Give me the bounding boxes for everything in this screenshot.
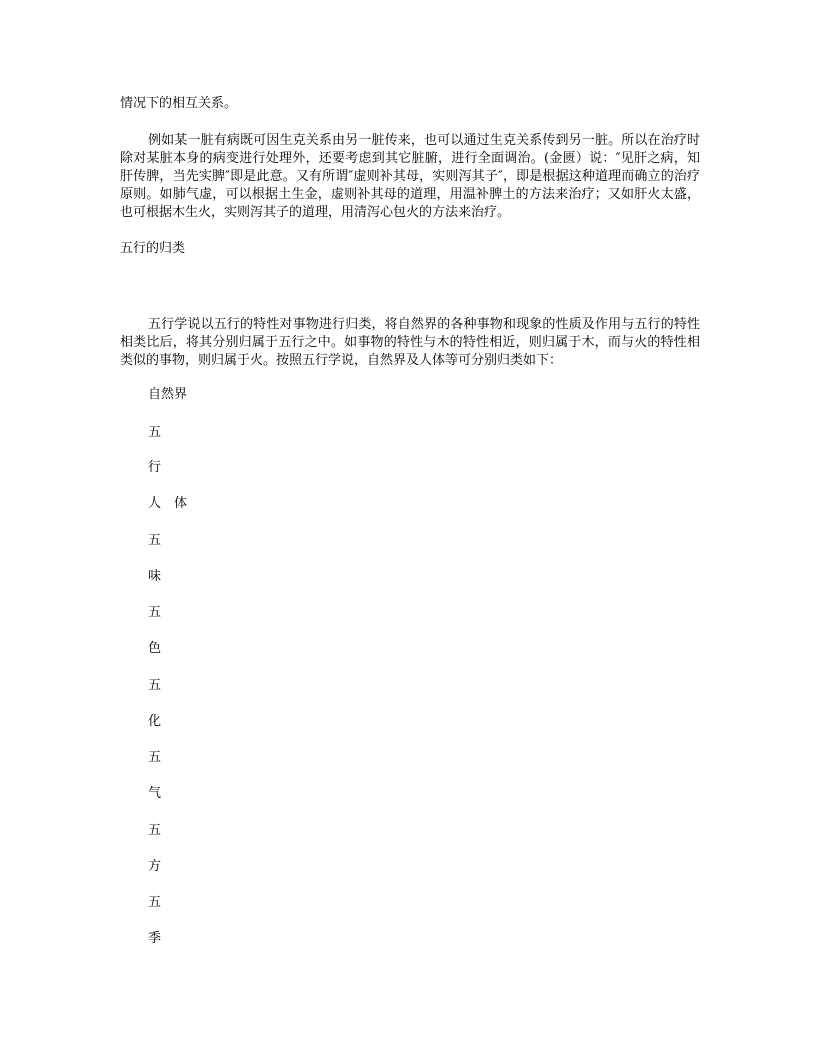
column-item: 五 <box>148 605 162 620</box>
column-item: 色 <box>148 641 162 656</box>
column-item: 五 <box>148 678 162 693</box>
column-item: 五 <box>148 533 162 548</box>
column-item: 气 <box>148 786 162 801</box>
column-item: 人 体 <box>148 496 188 511</box>
column-item: 味 <box>148 569 162 584</box>
column-item: 五 <box>148 823 162 838</box>
column-item: 行 <box>148 460 162 475</box>
column-item: 方 <box>148 859 162 874</box>
paragraph-treatment: 例如某一脏有病既可因生克关系由另一脏传来，也可以通过生克关系传到另一脏。所以在治疗时除对某脏本身的病变进行处理外，还要考虑到其它脏腑，进行全面调治。(金匮）说：″见肝之病，知肝传脾，当先实脾″即是此意。又有所谓″虚则补其母，实则泻其子″，即是根据这种道理而确立的治疗原则。如肺气虚，可以根据土生金，虚则补其母的道理，用温补脾土的方法来治疗；又如肝火太盛，也可根据木生火，实则泻其子的道理，用清泻心包火的方法来治疗。 <box>120 133 700 220</box>
paragraph-classification: 五行学说以五行的特性对事物进行归类，将自然界的各种事物和现象的性质及作用与五行的特性相类比后，将其分别归属于五行之中。如事物的特性与木的特性相近，则归属于木，而与火的特性相类似的事物，则归属于火。按照五行学说，自然界及人体等可分别归类如下： <box>120 317 700 368</box>
column-item: 季 <box>148 931 162 946</box>
intro-end-line: 情况下的相互关系。 <box>120 96 238 111</box>
column-item: 五 <box>148 750 162 765</box>
column-item: 自然界 <box>148 387 188 402</box>
section-heading: 五行的归类 <box>120 241 186 256</box>
column-item: 五 <box>148 895 162 910</box>
column-item: 化 <box>148 714 162 729</box>
column-item: 五 <box>148 425 162 440</box>
